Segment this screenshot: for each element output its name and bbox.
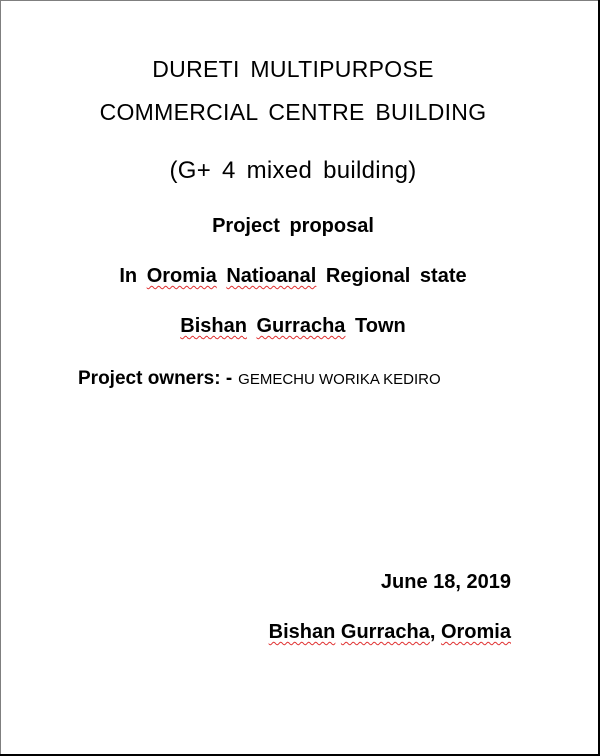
place-word-oromia: Oromia: [440, 621, 511, 643]
owners-name: GEMECHU WORIKA KEDIRO: [238, 371, 441, 388]
subtitle: (G+ 4 mixed building): [169, 157, 417, 184]
place-word-gurracha: Gurracha: [340, 621, 430, 643]
page-border-top: [0, 0, 600, 1]
region-line: [0, 265, 586, 288]
region-prefix: In: [119, 265, 138, 287]
region-word-natioanal: Natioanal: [226, 265, 317, 287]
project-owners: [78, 368, 441, 390]
town-suffix: Town: [355, 315, 406, 337]
title-line-2: COMMERCIAL CENTRE BUILDING: [99, 99, 487, 125]
town-line: [0, 315, 586, 338]
owners-label: Project owners: -: [78, 368, 233, 389]
place-word-bishan: Bishan: [268, 621, 336, 643]
title-line-1: DURETI MULTIPURPOSE: [152, 56, 434, 82]
region-word-oromia: Oromia: [146, 265, 217, 287]
proposal-date: June 18, 2019: [380, 571, 511, 593]
region-suffix: Regional state: [325, 265, 467, 287]
place-line: [269, 621, 511, 644]
town-word-gurracha: Gurracha: [256, 315, 346, 337]
proposal-label: Project proposal: [212, 215, 374, 237]
place-separator: ,: [429, 621, 436, 643]
town-word-bishan: Bishan: [180, 315, 247, 337]
